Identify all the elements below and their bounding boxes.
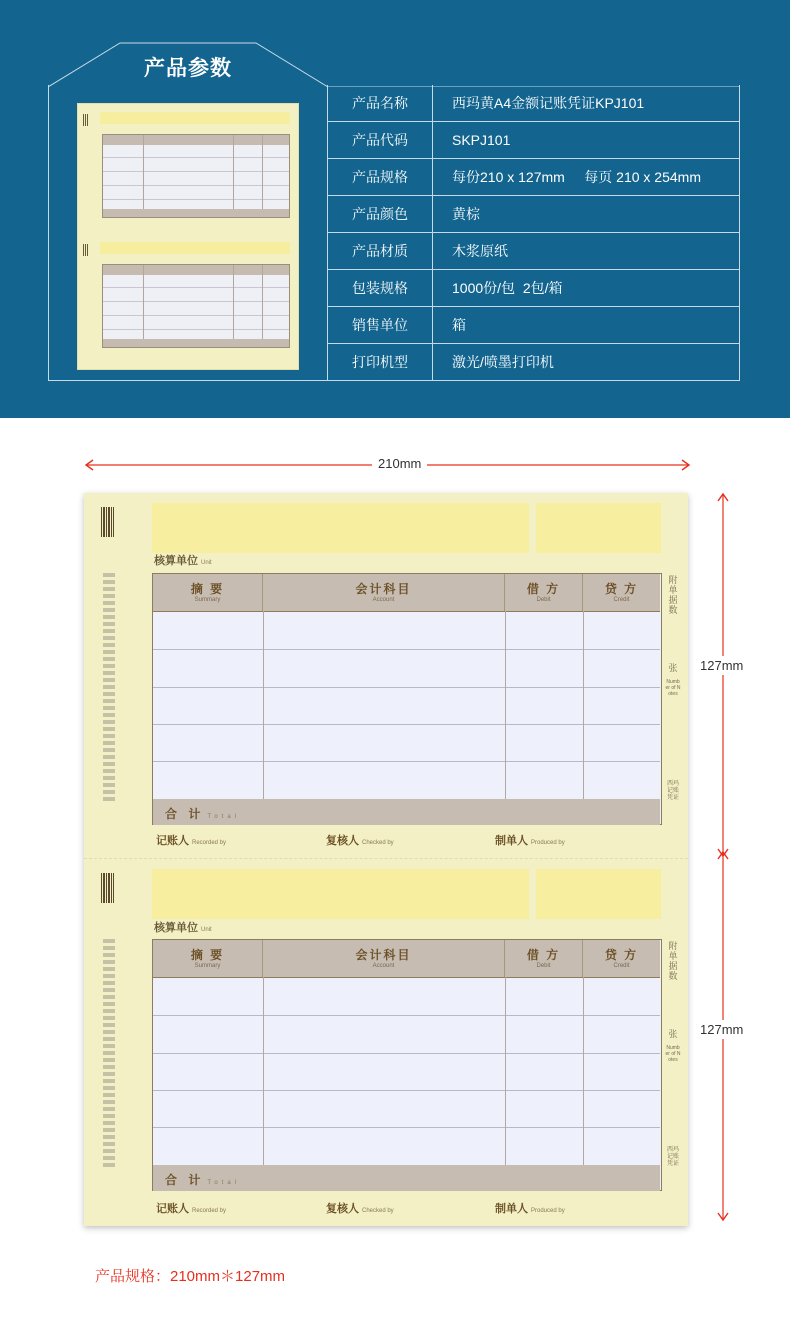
barcode-icon [101, 507, 114, 537]
thumb-voucher-top [78, 108, 298, 234]
spec-value: 每份210 x 127mm 每页 210 x 254mm [452, 169, 701, 185]
spec-row [327, 270, 740, 307]
spec-table [327, 85, 740, 381]
spec-key: 产品颜色 [327, 196, 433, 233]
barcode-icon [83, 114, 89, 126]
product-thumbnail [78, 104, 298, 369]
product-params-banner [0, 0, 790, 418]
col-summary: 摘 要 Summary [153, 940, 263, 977]
produced-by-label: 制单人 Produced by [495, 1203, 565, 1215]
spec-value: 激光/喷墨打印机 [452, 354, 554, 370]
spec-value: 黄棕 [452, 206, 480, 222]
spec-row [327, 122, 740, 159]
voucher-table [152, 573, 662, 825]
voucher-table [152, 939, 662, 1191]
section-title: 产品参数 [144, 57, 232, 80]
header-area-right [536, 503, 661, 553]
unit-label: 核算单位 Unit [154, 922, 212, 934]
size-caption: 产品规格：210mm＊127mm [95, 1268, 286, 1285]
total-label: 合 计 Total [165, 807, 241, 821]
side-note: 西玛记账凭证 [666, 781, 679, 801]
spec-row [327, 233, 740, 270]
spec-value: 箱 [452, 317, 466, 333]
side-sheets-en: Number of Notes [665, 1045, 681, 1063]
spec-key: 产品名称 [327, 85, 433, 122]
vertical-print-text [103, 573, 115, 803]
spec-row [327, 85, 740, 122]
spec-value: 木浆原纸 [452, 243, 508, 259]
side-sheets-label: 张 [668, 663, 678, 673]
unit-label: 核算单位 Unit [154, 555, 212, 567]
height-label-bottom: 127mm [700, 1022, 744, 1037]
spec-row [327, 159, 740, 196]
spec-row [327, 307, 740, 344]
col-debit: 借 方 Debit [505, 940, 583, 977]
produced-by-label: 制单人 Produced by [495, 835, 565, 847]
recorded-by-label: 记账人 Recorded by [156, 1203, 227, 1215]
spec-key: 产品代码 [327, 122, 433, 159]
height-dimension-arrow-top [717, 492, 729, 858]
width-label: 210mm [372, 456, 427, 471]
col-credit: 贷 方 Credit [583, 940, 660, 977]
spec-value: SKPJ101 [452, 132, 511, 148]
total-row [153, 1165, 660, 1191]
col-credit: 贷 方 Credit [583, 574, 660, 611]
spec-key: 产品材质 [327, 233, 433, 270]
side-note: 西玛记账凭证 [666, 1147, 679, 1167]
spec-row [327, 196, 740, 233]
barcode-icon [101, 873, 114, 903]
header-area [152, 503, 529, 553]
spec-value: 1000份/包 2包/箱 [452, 280, 563, 296]
col-account: 会计科目 Account [263, 574, 505, 611]
checked-by-label: 复核人 Checked by [326, 835, 394, 847]
col-account: 会计科目 Account [263, 940, 505, 977]
voucher-bottom [84, 859, 688, 1226]
spec-key: 销售单位 [327, 307, 433, 344]
spec-key: 产品规格 [327, 159, 433, 196]
checked-by-label: 复核人 Checked by [326, 1203, 394, 1215]
spec-key: 包装规格 [327, 270, 433, 307]
barcode-icon [83, 244, 89, 256]
side-sheets-label: 张 [668, 1029, 678, 1039]
header-area-right [536, 869, 661, 919]
spec-key: 打印机型 [327, 344, 433, 381]
header-area [152, 869, 529, 919]
voucher-top [84, 493, 688, 859]
vertical-print-text [103, 939, 115, 1169]
thumb-voucher-bottom [78, 238, 298, 364]
side-sheets-en: Number of Notes [665, 679, 681, 697]
height-label-top: 127mm [700, 658, 744, 673]
spec-row [327, 344, 740, 381]
spec-value: 西玛黄A4金额记账凭证KPJ101 [452, 95, 645, 111]
recorded-by-label: 记账人 Recorded by [156, 835, 227, 847]
col-summary: 摘 要 Summary [153, 574, 263, 611]
total-label: 合 计 Total [165, 1173, 241, 1187]
side-attach-label: 附单据数 [668, 575, 678, 615]
side-attach-label: 附单据数 [668, 941, 678, 981]
total-row [153, 799, 660, 825]
col-debit: 借 方 Debit [505, 574, 583, 611]
